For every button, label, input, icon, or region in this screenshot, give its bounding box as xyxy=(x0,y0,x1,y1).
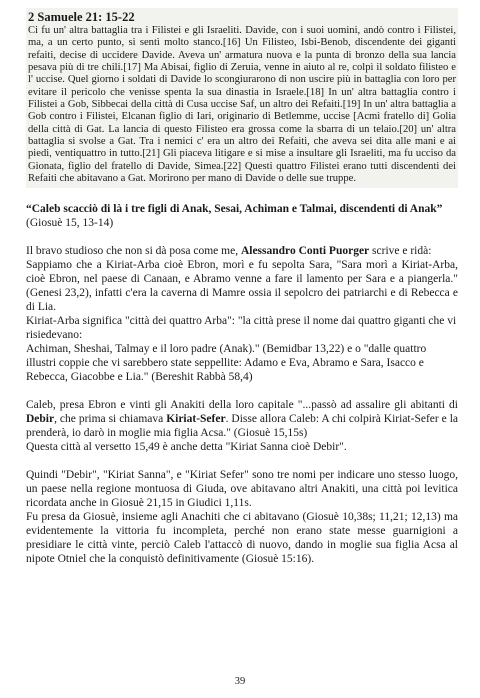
debir-name: Debir xyxy=(26,413,55,426)
intro-text: Il bravo studioso che non si dà posa come me, xyxy=(26,245,241,258)
paragraph-kiriat-sanna: Questa città al versetto 15,49 è anche detta "Kiriat Sanna cioè Debir". xyxy=(26,441,347,454)
page-number: 39 xyxy=(234,676,246,687)
caleb-text-end: . Disse allora Caleb: A chi colpirà Kiriat-Sefer e la prenderà, io darò in moglie mia figlia Acsa." (Giosuè 15,15s) xyxy=(26,413,458,440)
paragraph-caleb xyxy=(26,398,458,440)
scripture-title: 2 Samuele 21: 15-22 xyxy=(28,10,135,24)
page-content xyxy=(26,8,458,566)
scripture-text: Ci fu un' altra battaglia tra i Filistei e gli Israeliti. Davide, con i suoi uomini, andò contro i Filistei, ma, a un certo punto, si sentì molto stanco.[16] Un Filisteo, Isbi-Benob, discendente dei giganti refaiti, decise di uccidere Davide. Aveva un' armatura nuova e la punta di bronzo della sua lancia pesava più di tre chili.[17] Ma Abisai, figlio di Zeruia, venne in aiuto al re, colpì il soldato filisteo e l' uccise. Quel giorno i soldati di Davide lo scongiurarono di non uscire più in battaglia con loro per evitare il pericolo che venisse spenta la sua dinastia in Israele.[18] In un' altra battaglia contro i Filistei a Gob, Sibbecai della città di Cusa uccise Saf, un altro dei Refaiti.[19] In un' altra battaglia a Gob contro i Filistei, Elcanan figlio di Iari, originario di Betlemme, uccise [Acmì fratello di] Golia della città di Gat. La lancia di questo Filisteo era grossa come la sbarra di un telaio.[20] un' altra battaglia si svolse a Gat. Tra i nemici c' era un altro dei Refaiti, che aveva sei dita alle mani e ai piedi, ventiquattro in tutto.[21] Gli piaceva litigare e si mise a insultare gli Israeliti, ma fu ucciso da Gionata, figlio del fratello di Davide, Simea.[22] Questi quattro Filistei erano tutti discendenti dei Refaiti che abitavano a Gat. Morirono per mano di Davide o delle sue truppe. xyxy=(28,25,456,185)
paragraph-three-names: Quindi "Debir", "Kiriat Sanna", e "Kiriat Sefer" sono tre nomi per indicare uno stesso luogo, un paese nella regione montuosa di Giuda, ove abitavano altri Anakiti, una città poi levitica ricordata anche in Giosuè 21,15 in Giudici 1,11s. xyxy=(26,469,458,510)
article-body xyxy=(26,244,458,566)
paragraph-giants: Achiman, Sheshai, Talmay e il loro padre (Anak)." (Bemidbar 13,22) e o "dalle quattro illustri coppie che vi sarebbero state seppellite: Adamo e Eva, Abramo e Sara, Isacco e Rebecca, Giacobbe e Lia." (Bereshit Rabbà 58,4) xyxy=(26,343,427,384)
section-heading xyxy=(26,202,458,230)
paragraph-conquest: Fu presa da Giosuè, insieme agli Anachiti che ci abitavano (Giosuè 10,38s; 11,21; 12,13) ma evidentemente la vittoria fu incompleta, perché non erano state messe guarnigioni a presidiare le città vinte, perciò Caleb l'attaccò di nuovo, dando in moglie sua figlia Acsa al nipote Otniel che la conquistò definitivamente (Giosuè 15:16). xyxy=(26,511,458,566)
paragraph-kiriat-arba: Kiriat-Arba significa "città dei quattro Arba": "la città prese il nome dai quattro giganti che vi risiedevano: xyxy=(26,315,457,342)
section-heading-ref: (Giosuè 15, 13-14) xyxy=(26,217,114,230)
scripture-box xyxy=(26,8,458,188)
paragraph-sara: Sappiamo che a Kiriat-Arba cioè Ebron, morì e fu sepolta Sara, "Sara morì a Kiriat-Arba, cioè Ebron, nel paese di Canaan, e Abramo venne a fare il lamento per Sara e a piangerla." (Genesi 23,2), infatti c'era la caverna di Mamre ossia il sepolcro dei patriarchi e di Rebecca e di Lia. xyxy=(26,259,458,314)
caleb-text-mid: , che prima si chiamava xyxy=(54,413,167,426)
author-name: Alessandro Conti Puorger xyxy=(240,245,370,258)
section-heading-quote: “Caleb scacciò di là i tre figli di Anak, Sesai, Achiman e Talmai, discendenti di Anak” xyxy=(26,203,443,216)
intro-text-end: scrive e ridà: xyxy=(369,245,432,258)
caleb-text: Caleb, presa Ebron e vinti gli Anakiti della loro capitale "...passò ad assalire gli abitanti di xyxy=(26,399,458,412)
kiriat-sefer-name: Kiriat-Sefer xyxy=(166,413,226,426)
paragraph-intro xyxy=(26,244,458,258)
